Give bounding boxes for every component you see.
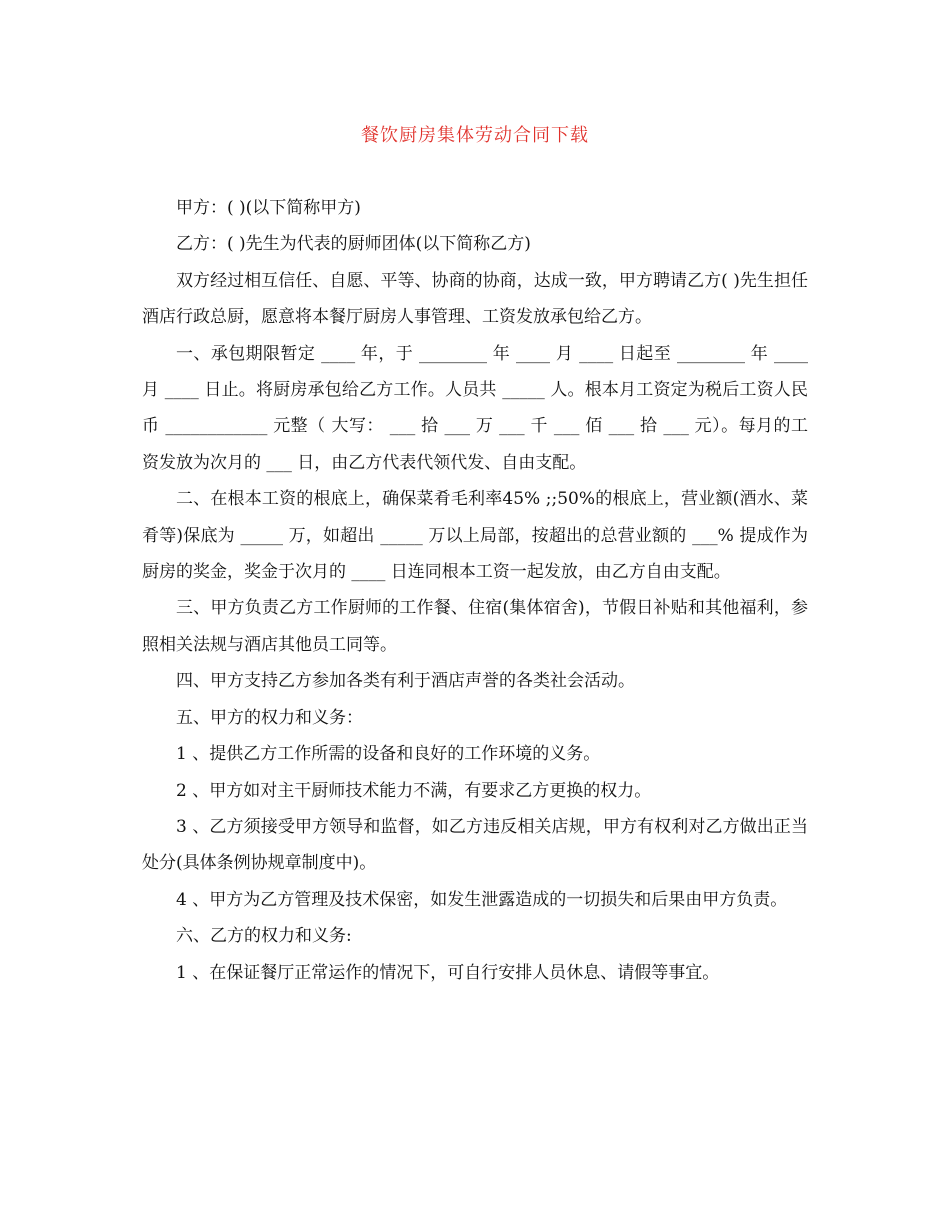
document-title: 餐饮厨房集体劳动合同下载 [361, 125, 589, 146]
clause-5-item-2: 2 、甲方如对主干厨师技术能力不满，有要求乙方更换的权力。 [176, 780, 652, 801]
clause-3-paragraph: 三、甲方负责乙方工作厨师的工作餐、住宿(集体宿舍)，节假日补贴和其他福利，参照相关法规与酒店其他员工同等。 [142, 598, 808, 655]
party-a-line: 甲方：( )(以下简称甲方) [176, 198, 361, 218]
clause-6-heading: 六、乙方的权力和义务: [176, 926, 352, 947]
clause-5-item-3: 3 、乙方须接受甲方领导和监督，如乙方违反相关店规，甲方有权利对乙方做出正当处分(具体条例协规章制度中)。 [142, 816, 808, 874]
preamble-paragraph: 双方经过相互信任、自愿、平等、协商的协商，达成一致，甲方聘请乙方( )先生担任酒店行政总厨，愿意将本餐厅厨房人事管理、工资发放承包给乙方。 [142, 270, 808, 328]
clause-1-paragraph: 一、承包期限暂定 ____ 年，于 ________ 年 ____ 月 ____ 日起至 ________ 年 ____ 月 ____ 日止。将厨房承包给乙方工作。人员共 _____ 人。根本月工资定为税后工资人民币 ____________ 元整（ 大写： ___ 拾 ___ 万 ___ 千 ___ 佰 ___ 拾 ___ 元）。每月的工资发放为次月的 ___ 日，由乙方代表代领代发、自由支配。 [142, 343, 808, 473]
clause-5-heading: 五、甲方的权力和义务： [176, 707, 363, 728]
clause-2-paragraph: 二、在根本工资的根底上，确保菜肴毛利率45% ;;50%的根底上，营业额(酒水、菜肴等)保底为 _____ 万，如超出 _____ 万以上局部，按超出的总营业额的 ___% 提成作为厨房的奖金，奖金于次月的 ____ 日连同根本工资一起发放，由乙方自由支配。 [142, 489, 808, 583]
clause-5-item-1: 1 、提供乙方工作所需的设备和良好的工作环境的义务。 [176, 744, 601, 765]
document-body [142, 190, 808, 991]
clause-4-paragraph: 四、甲方支持乙方参加各类有利于酒店声誉的各类社会活动。 [176, 671, 635, 692]
clause-5-item-4: 4 、甲方为乙方管理及技术保密，如发生泄露造成的一切损失和后果由甲方负责。 [176, 889, 788, 910]
party-b-line: 乙方：( )先生为代表的厨师团体(以下简称乙方) [176, 234, 531, 255]
clause-6-item-1: 1 、在保证餐厅正常运作的情况下，可自行安排人员休息、请假等事宜。 [176, 962, 720, 983]
